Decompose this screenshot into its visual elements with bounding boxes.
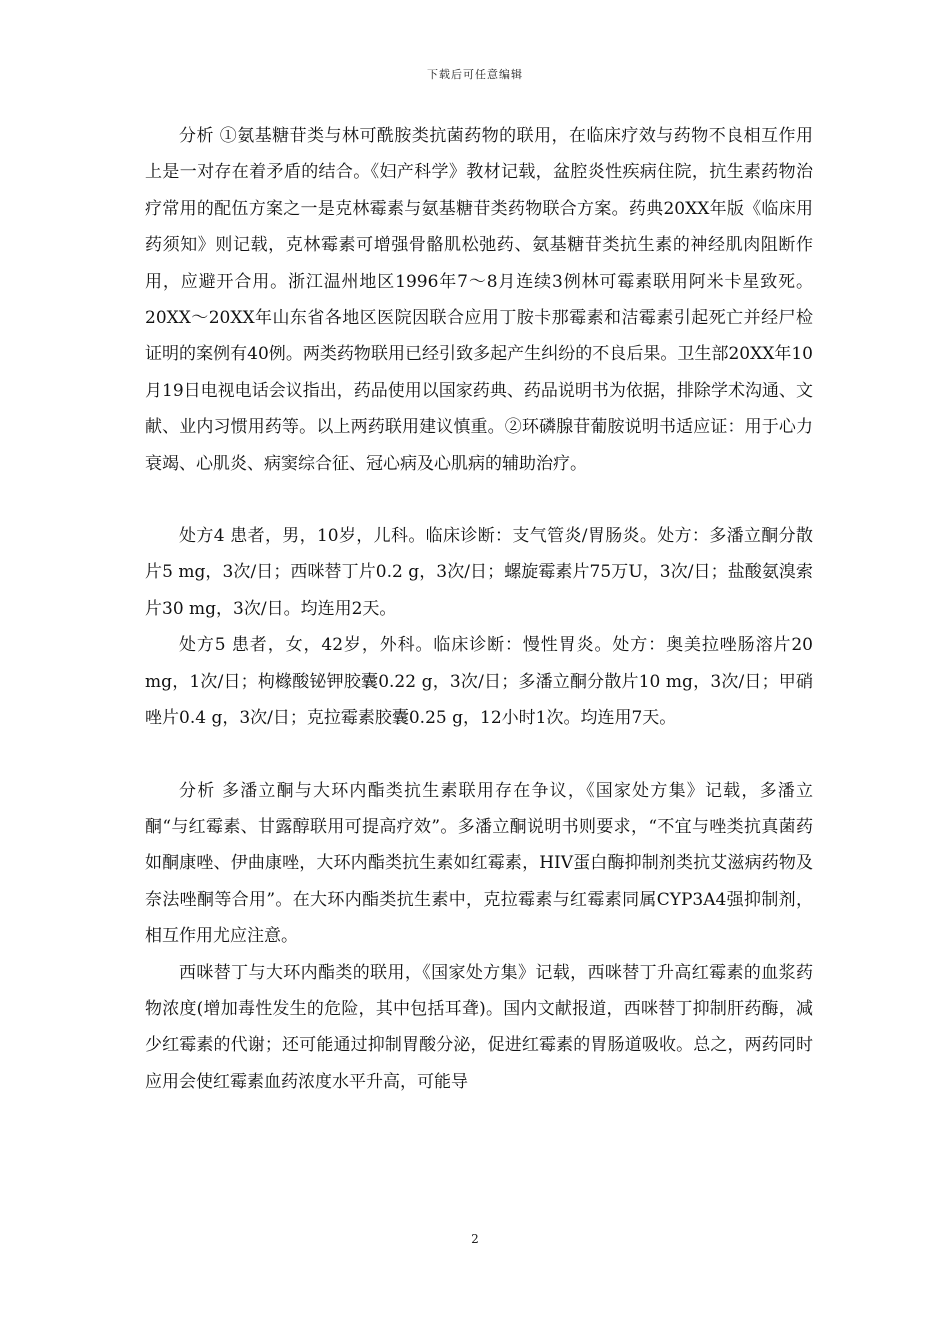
paragraph-cimetidine: 西咪替丁与大环内酯类的联用，《国家处方集》记载，西咪替丁升高红霉素的血浆药物浓度(增加毒性发生的危险，其中包括耳聋)。国内文献报道，西咪替丁抑制肝药酶，减少红霉素的代谢；还可能通过抑制胃酸分泌，促进红霉素的胃肠道吸收。总之，两药同时应用会使红霉素血药浓度水平升高，可能导 [145, 962, 813, 1092]
paragraph-prescription-5: 处方5 患者，女，42岁，外科。临床诊断：慢性胃炎。处方：奥美拉唑肠溶片20 mg，1次/日；枸橼酸铋钾胶囊0.22 g，3次/日；多潘立酮分散片10 mg，3次/日；甲硝唑片0.4 g，3次/日；克拉霉素胶囊0.25 g，12小时1次。均连用7天。 [145, 635, 813, 729]
paragraph-prescription-4: 处方4 患者，男，10岁，儿科。临床诊断：支气管炎/胃肠炎。处方：多潘立酮分散片5 mg，3次/日；西咪替丁片0.2 g，3次/日；螺旋霉素片75万U，3次/日；盐酸氨溴索片30 mg，3次/日。均连用2天。 [145, 526, 813, 619]
paragraph-analysis-2: 分析 多潘立酮与大环内酯类抗生素联用存在争议，《国家处方集》记载，多潘立酮“与红霉素、甘露醇联用可提高疗效”。多潘立酮说明书则要求，“不宜与唑类抗真菌药如酮康唑、伊曲康唑，大环内酯类抗生素如红霉素，HIV蛋白酶抑制剂类抗艾滋病药物及奈法唑酮等合用”。在大环内酯类抗生素中，克拉霉素与红霉素同属CYP3A4强抑制剂，相互作用尤应注意。 [145, 780, 813, 947]
paragraph-gap [145, 482, 813, 518]
document-body [145, 118, 813, 1100]
paragraph-analysis-1: 分析 ①氨基糖苷类与林可酰胺类抗菌药物的联用，在临床疗效与药物不良相互作用上是一对存在着矛盾的结合。《妇产科学》教材记载，盆腔炎性疾病住院，抗生素药物治疗常用的配伍方案之一是克林霉素与氨基糖苷类药物联合方案。药典20XX年版《临床用药须知》则记载，克林霉素可增强骨骼肌松弛药、氨基糖苷类抗生素的神经肌肉阻断作用，应避开合用。浙江温州地区1996年7～8月连续3例林可霉素联用阿米卡星致死。20XX～20XX年山东省各地区医院因联合应用丁胺卡那霉素和洁霉素引起死亡并经尸检证明的案例有40例。两类药物联用已经引致多起产生纠纷的不良后果。卫生部20XX年10月19日电视电话会议指出，药品使用以国家药典、药品说明书为依据，排除学术沟通、文献、业内习惯用药等。以上两药联用建议慎重。②环磷腺苷葡胺说明书适应证：用于心力衰竭、心肌炎、病窦综合征、冠心病及心肌病的辅助治疗。 [145, 126, 813, 474]
page-header: 下载后可任意编辑 [427, 68, 523, 81]
paragraph-gap [145, 737, 813, 773]
page-number: 2 [471, 1232, 479, 1246]
